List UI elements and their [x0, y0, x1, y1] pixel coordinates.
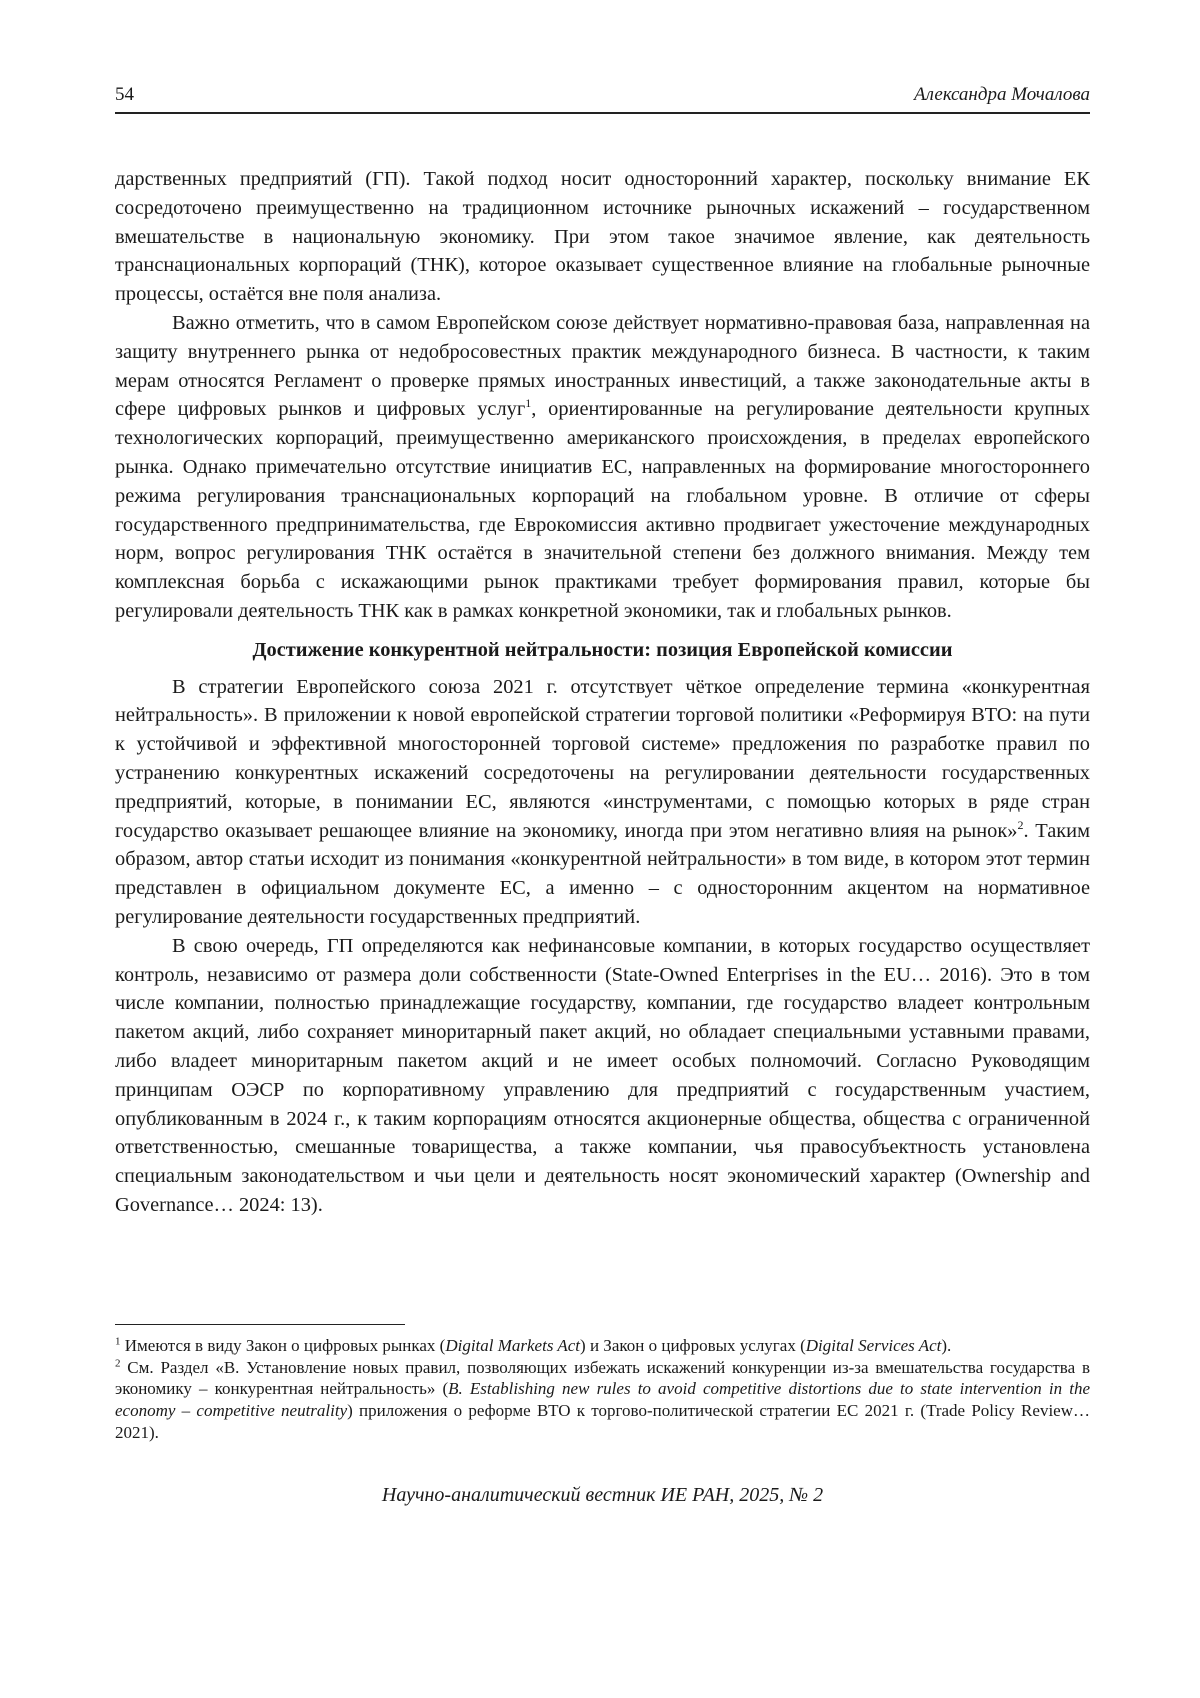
footnote-ref-1[interactable]: 1 [525, 396, 532, 411]
journal-footer: Научно-аналитический вестник ИЕ РАН, 2025, № 2 [381, 1484, 824, 1506]
footnote-1-text-b: ) и Закон о цифровых услугах ( [580, 1336, 806, 1355]
paragraph-3-text-b: . Таким образом, автор статьи исходит из понимания «конкурентной нейтральности» в том виде, в котором этот термин представлен в официальном документе ЕС, а именно – с односторонним акцентом на нормативное регулирование деятельности государственных предприятий. [115, 819, 1090, 928]
paragraph-2 [115, 309, 1090, 626]
paragraph-2-text-a: Важно отметить, что в самом Европейском союзе действует нормативно-правовая база, направленная на защиту внутреннего рынка от недобросовестных практик международного бизнеса. В частности, к таким мерам относятся Регламент о проверке прямых иностранных инвестиций, а также законодательные акты в сфере цифровых рынков и цифровых услуг [115, 311, 1090, 421]
footnote-1-text-a: Имеются в виду Закон о цифровых рынках ( [120, 1336, 446, 1355]
paragraph-3-text-a: В стратегии Европейского союза 2021 г. отсутствует чёткое определение термина «конкурентная нейтральность». В приложении к новой европейской стратегии торговой политики «Реформируя ВТО: на пути к устойчивой и эффективной многосторонней торговой системе» предложения по разработке правил по устранению конкурентных искажений сосредоточены на регулировании деятельности государственных предприятий, которые, в понимании ЕС, являются «инструментами, с помощью которых в ряде стран государство оказывает решающее влияние на экономику, иногда при этом негативно влияя на рынок» [115, 675, 1090, 842]
footnotes [115, 1324, 1090, 1444]
footnote-2 [115, 1357, 1090, 1444]
paragraph-2-text-b: , ориентированные на регулирование деятельности крупных технологических корпораций, преимущественно американского происхождения, в пределах европейского рынка. Однако примечательно отсутствие инициатив ЕС, направленных на формирование многостороннего режима регулирования транснациональных корпораций на глобальном уровне. В отличие от сферы государственного предпринимательства, где Еврокомиссия активно продвигает ужесточение международных норм, вопрос регулирования ТНК остаётся в значительной степени без должного внимания. Между тем комплексная борьба с искажающими рынок практиками требует формирования правил, которые бы регулировали деятельность ТНК как в рамках конкретной экономики, так и глобальных рынков. [115, 398, 1090, 622]
footnote-1-italic-b: Digital Services Act [805, 1336, 942, 1355]
footnote-marker-1: 1 [115, 1335, 121, 1348]
paragraph-4: В свою очередь, ГП определяются как нефинансовые компании, в которых государство осуществляет контроль, независимо от размера доли собственности (State-Owned Enterprises in the EU… 2016). Это в том числе компании, полностью принадлежащие государству, компании, где государство владеет контрольным пакетом акций, либо сохраняет миноритарный пакет акций, но обладает специальными уставными правами, либо владеет миноритарным пакетом акций и не имеет особых полномочий. Согласно Руководящим принципам ОЭСР по корпоративному управлению для предприятий с государственным участием, опубликованным в 2024 г., к таким корпорациям относятся акционерные общества, общества с ограниченной ответственностью, смешанные товарищества, а также компании, чья правосубъектность установлена специальным законодательством и чьи цели и деятельность носят экономический характер (Ownership and Governance… 2024: 13). [115, 934, 1090, 1216]
running-author: Александра Мочалова [914, 84, 1090, 105]
footnote-1 [115, 1335, 1090, 1357]
footnote-1-text-c: ). [941, 1336, 952, 1355]
footnote-2-italic-a: B. Establishing new rules to avoid competitive distortions due to state intervention in the economy – competitive neutrality [115, 1379, 1090, 1421]
footnote-2-text-b: ) приложения о реформе ВТО к торгово-политической стратегии ЕС 2021 г. (Trade Policy Review… 2021). [115, 1401, 1090, 1442]
footnote-1-italic-a: Digital Markets Act [445, 1336, 581, 1355]
footnote-2-text-a: См. Раздел «B. Установление новых правил, позволяющих избежать искажений конкуренции из-за вмешательства государства в экономику – конкурентная нейтральность» ( [115, 1357, 1090, 1399]
footnote-ref-2[interactable]: 2 [1017, 817, 1024, 832]
footnote-divider [115, 1324, 405, 1325]
article-body [115, 165, 1090, 1220]
page-number: 54 [115, 84, 134, 105]
paragraph-1: дарственных предприятий (ГП). Такой подход носит односторонний характер, поскольку внимание ЕК сосредоточено преимущественно на традиционном источнике рыночных искажений – государственном вмешательстве в национальную экономику. При этом такое значимое явление, как деятельность транснациональных корпораций (ТНК), которое оказывает существенное влияние на глобальные рыночные процессы, остаётся вне поля анализа. [115, 168, 1090, 306]
footnote-marker-2: 2 [115, 1357, 121, 1370]
section-heading: Достижение конкурентной нейтральности: позиция Европейской комиссии [252, 638, 953, 661]
running-head [115, 84, 1090, 114]
paragraph-3 [115, 673, 1090, 932]
